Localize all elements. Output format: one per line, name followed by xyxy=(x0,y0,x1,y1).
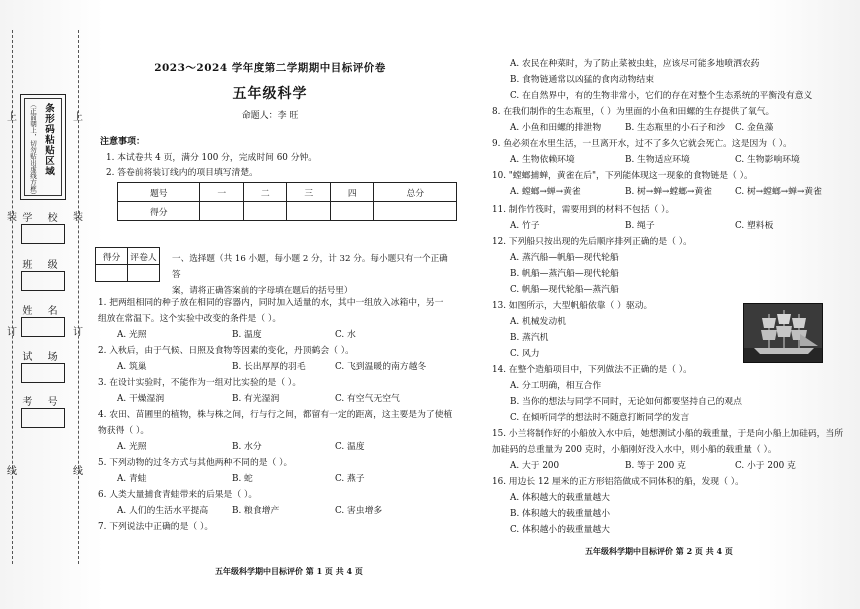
option[interactable]: A. 农民在种菜时，为了防止菜被虫蛀，应该尽可能多地喷洒农药 xyxy=(510,59,760,69)
question-5-stem: 5. 下列动物的过冬方式与其他两种不同的是（ ）。 xyxy=(98,458,293,468)
question-12-stem: 12. 下列船只按出现的先后顺序排列正确的是（ ）。 xyxy=(492,237,692,247)
question-15-stem-cont: 加硅码的总重量为 200 克时，小船刚好没入水中，则小船的载重量（ ）。 xyxy=(492,445,777,455)
field-label-number: 考 号 xyxy=(22,397,64,408)
option[interactable]: A. 小鱼和田螺的排泄物 xyxy=(510,123,602,133)
field-box-name[interactable] xyxy=(21,317,65,337)
field-box-school[interactable] xyxy=(21,224,65,244)
question-4-stem-cont: 物获得（ ）。 xyxy=(98,426,150,436)
grader-score-cell[interactable] xyxy=(96,265,128,282)
score-cell[interactable] xyxy=(200,202,244,221)
sailing-ship-image xyxy=(743,303,823,363)
option[interactable]: C. 体积越小的载重量越大 xyxy=(510,525,610,535)
option[interactable]: B. 水分 xyxy=(232,442,262,452)
field-box-number[interactable] xyxy=(21,408,65,428)
option[interactable]: B. 体积越大的载重量越小 xyxy=(510,509,611,519)
option[interactable]: A. 机械发动机 xyxy=(510,317,566,327)
option[interactable]: C. 在倾听同学的想法时不随意打断同学的发言 xyxy=(510,413,690,423)
binding-mark-top: 上 xyxy=(73,112,83,123)
grader-name-cell[interactable] xyxy=(128,265,160,282)
score-table xyxy=(117,182,457,221)
question-8-stem: 8. 在我们制作的生态瓶里，（ ）为里面的小鱼和田螺的生存提供了氧气。 xyxy=(492,107,775,117)
option[interactable]: A. 光照 xyxy=(117,442,147,452)
score-header-cell: 二 xyxy=(243,183,287,202)
option[interactable]: B. 有光湿润 xyxy=(232,394,280,404)
option[interactable]: C. 小于 200 克 xyxy=(735,461,796,471)
section-title-line: 案，请将正确答案前的字母填在题后的括号里） xyxy=(172,286,353,296)
field-label-name: 姓 名 xyxy=(22,306,64,317)
score-cell[interactable] xyxy=(287,202,331,221)
option[interactable]: A. 蒸汽船—帆船—现代轮船 xyxy=(510,253,619,263)
barcode-note: （正面朝上，切勿贴出虚线方框） xyxy=(29,101,37,199)
score-header-cell: 题号 xyxy=(118,183,200,202)
score-header-cell: 总分 xyxy=(374,183,457,202)
binding-mark-top: 上 xyxy=(7,112,17,123)
score-row-label: 得分 xyxy=(118,202,200,221)
question-15-stem: 15. 小兰将制作好的小船放入水中后，她想测试小船的载重量，于是向小船上加硅码，当所 xyxy=(492,429,844,439)
binding-mark-line: 订 xyxy=(73,327,83,338)
option[interactable]: C. 塑料板 xyxy=(735,221,774,231)
binding-mark-bottom: 线 xyxy=(73,466,83,477)
barcode-area xyxy=(20,94,66,200)
option[interactable]: B. 蒸汽机 xyxy=(510,333,549,343)
option[interactable]: C. 飞到温暖的南方越冬 xyxy=(335,362,427,372)
notes-heading: 注意事项： xyxy=(100,137,146,147)
question-1-stem: 1. 把两组相同的种子放在相同的容器内，同时加入适量的水，其中一组放入冰箱中，另一 xyxy=(98,298,444,308)
option[interactable]: A. 光照 xyxy=(117,330,147,340)
option[interactable]: B. 树→蝉→螳螂→黄雀 xyxy=(625,187,712,197)
option[interactable]: C. 树→螳螂→蝉→黄雀 xyxy=(735,187,822,197)
option[interactable]: C. 水 xyxy=(335,330,356,340)
option[interactable]: A. 大于 200 xyxy=(510,461,560,471)
score-header-cell: 四 xyxy=(330,183,374,202)
page-footer-right: 五年级科学期中目标评价 第 2 页 共 4 页 xyxy=(585,546,733,556)
field-box-class[interactable] xyxy=(21,271,65,291)
option[interactable]: A. 生物依赖环境 xyxy=(510,155,575,165)
option[interactable]: A. 干燥湿润 xyxy=(117,394,165,404)
question-4-stem: 4. 农田、苗圃里的植物，株与株之间，行与行之间，都留有一定的距离，这主要是为了使植 xyxy=(98,410,453,420)
ship-icon xyxy=(744,304,823,363)
option[interactable]: C. 有空气无空气 xyxy=(335,394,400,404)
field-label-room: 试 场 xyxy=(22,352,64,363)
binding-mark-mid: 装 xyxy=(7,212,17,223)
question-16-stem: 16. 用边长 12 厘米的正方形铝箔做成不同体积的船，发现（ ）。 xyxy=(492,477,744,487)
option[interactable]: C. 温度 xyxy=(335,442,365,452)
option[interactable]: A. 体积越大的载重量越大 xyxy=(510,493,610,503)
option[interactable]: C. 生物影响环境 xyxy=(735,155,800,165)
question-3-stem: 3. 在设计实验时，不能作为一组对比实验的是（ ）。 xyxy=(98,378,302,388)
exam-title: 2023～2024 学年度第二学期期中目标评价卷 xyxy=(154,62,386,74)
binding-mark-bottom: 线 xyxy=(7,466,17,477)
score-table-header-row xyxy=(118,183,457,202)
question-14-stem: 14. 在整个造船项目中，下列做法不正确的是（ ）。 xyxy=(492,365,692,375)
grader-name-label: 评卷人 xyxy=(128,248,160,265)
binding-mark-mid: 装 xyxy=(73,212,83,223)
question-13-stem: 13. 如图所示，大型帆船依靠（ ）驱动。 xyxy=(492,301,653,311)
option[interactable]: A. 竹子 xyxy=(510,221,540,231)
subject-title: 五年级科学 xyxy=(232,86,308,102)
option[interactable]: B. 长出厚厚的羽毛 xyxy=(232,362,306,372)
option[interactable]: C. 帆船—现代轮船—蒸汽船 xyxy=(510,285,619,295)
question-6-stem: 6. 人类大量捕食青蛙带来的后果是（ ）。 xyxy=(98,490,258,500)
field-box-room[interactable] xyxy=(21,363,65,383)
binding-strip xyxy=(0,0,92,609)
option[interactable]: A. 青蛙 xyxy=(117,474,147,484)
score-table-row xyxy=(118,202,457,221)
option[interactable]: B. 当你的想法与同学不同时，无论如何都要坚持自己的观点 xyxy=(510,397,742,407)
option[interactable]: A. 螳螂→蝉→黄雀 xyxy=(510,187,581,197)
option[interactable]: C. 害虫增多 xyxy=(335,506,383,516)
note-item: 2. 答卷前将装订线内的项目填写清楚。 xyxy=(106,168,258,178)
option[interactable]: C. 金鱼藻 xyxy=(735,123,774,133)
option[interactable]: B. 绳子 xyxy=(625,221,655,231)
question-11-stem: 11. 制作竹筏时，需要用到的材料不包括（ ）。 xyxy=(492,205,675,215)
score-cell[interactable] xyxy=(243,202,287,221)
field-label-school: 学 校 xyxy=(22,213,64,224)
option[interactable]: C. 燕子 xyxy=(335,474,365,484)
question-10-stem: 10. "螳螂捕蝉，黄雀在后"，下列能体现这一现象的食物链是（ ）。 xyxy=(492,171,753,181)
section-title xyxy=(172,251,452,299)
binding-mark-line: 订 xyxy=(7,327,17,338)
grader-score-label: 得分 xyxy=(96,248,128,265)
option[interactable]: C. 在自然界中，有的生物非常小，它们的存在对整个生态系统的平衡没有意义 xyxy=(510,91,813,101)
option[interactable]: B. 蛇 xyxy=(232,474,253,484)
option[interactable]: A. 分工明确，相互合作 xyxy=(510,381,602,391)
option[interactable]: B. 生物适应环境 xyxy=(625,155,690,165)
option[interactable]: B. 生态瓶里的小石子和沙 xyxy=(625,123,726,133)
option[interactable]: A. 筑巢 xyxy=(117,362,147,372)
score-header-cell: 一 xyxy=(200,183,244,202)
grader-box xyxy=(95,247,160,282)
option[interactable]: B. 食物链通常以凶猛的食肉动物结束 xyxy=(510,75,655,85)
question-7-stem: 7. 下列说法中正确的是（ ）。 xyxy=(98,522,214,532)
option[interactable]: B. 帆船—蒸汽船—现代轮船 xyxy=(510,269,619,279)
question-1-stem-cont: 组放在常温下。这个实验中改变的条件是（ ）。 xyxy=(98,314,282,324)
question-2-stem: 2. 入秋后，由于气候、日照及食物等因素的变化，丹顶鹤会（ ）。 xyxy=(98,346,354,356)
barcode-title: 条形码粘贴区域 xyxy=(43,103,54,177)
score-header-cell: 三 xyxy=(287,183,331,202)
score-cell[interactable] xyxy=(330,202,374,221)
author-line: 命题人：李 旺 xyxy=(241,111,299,121)
option[interactable]: B. 粮食增产 xyxy=(232,506,280,516)
page-footer-left: 五年级科学期中目标评价 第 1 页 共 4 页 xyxy=(215,566,363,576)
question-9-stem: 9. 鱼必须在水里生活，一旦离开水，过不了多久它就会死亡。这是因为（ ）。 xyxy=(492,139,792,149)
option[interactable]: B. 等于 200 克 xyxy=(625,461,686,471)
option[interactable]: B. 温度 xyxy=(232,330,262,340)
score-cell[interactable] xyxy=(374,202,457,221)
option[interactable]: A. 人们的生活水平提高 xyxy=(117,506,209,516)
note-item: 1. 本试卷共 4 页，满分 100 分，完成时间 60 分钟。 xyxy=(106,153,318,163)
field-label-class: 班 级 xyxy=(22,260,64,271)
option[interactable]: C. 风力 xyxy=(510,349,540,359)
section-title-line: 一、选择题（共 16 小题，每小题 2 分，计 32 分。每小题只有一个正确答 xyxy=(172,254,448,280)
